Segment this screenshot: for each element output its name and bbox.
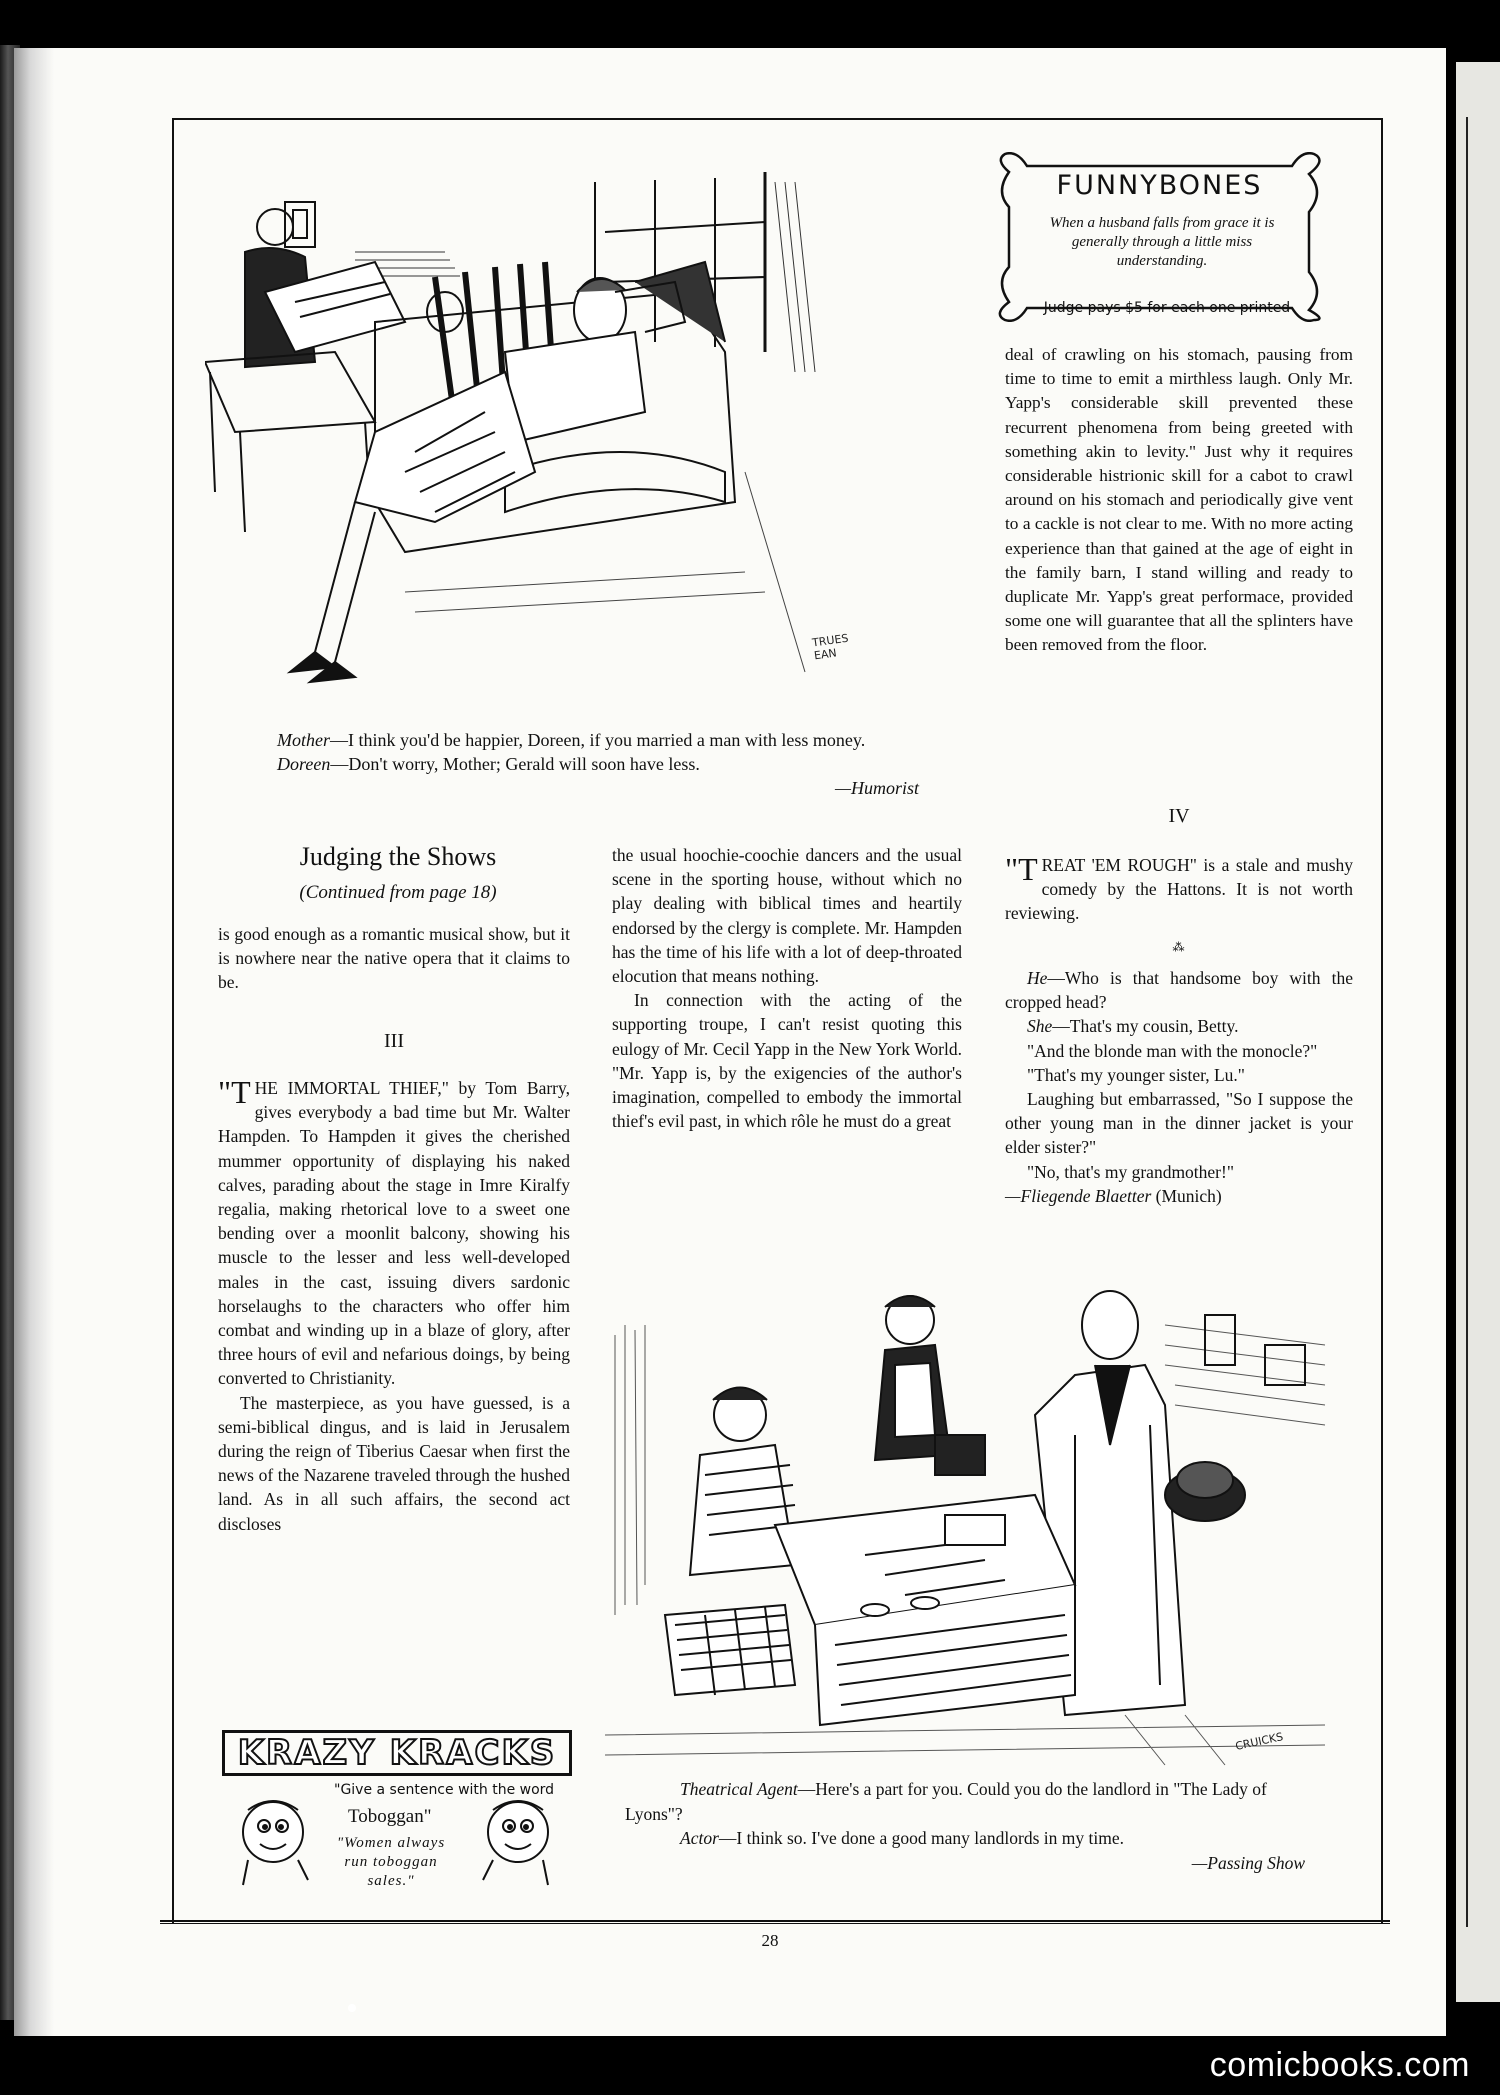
joke-line-he [1005, 966, 1353, 1014]
bottom-cartoon-illustration [605, 1285, 1335, 1785]
joke-speaker-she: She [1027, 1016, 1053, 1037]
bottom-cartoon-credit: —Passing Show [1191, 1852, 1305, 1873]
funnybones-joke: When a husband falls from grace it is generally through a little miss understanding. [1049, 215, 1275, 269]
section-iv-text: " is a stale and mushy comedy by the Hattons. It is not worth reviewing. [1005, 855, 1354, 924]
joke-speaker-he: He [1027, 968, 1048, 988]
krazy-kracks-box [218, 1720, 578, 1890]
scan-dot [348, 2004, 356, 2012]
funnybones-pay-note: Judge pays $5 for each one printed [1043, 300, 1291, 316]
section-iii-dropcap-quote: " [218, 1074, 232, 1110]
section-iii-dropcap-letter: T [231, 1074, 251, 1110]
adjacent-page [1456, 62, 1500, 2002]
top-cartoon-credit: —Humorist [834, 778, 919, 798]
funnybones-title: FUNNYBONES [1056, 170, 1263, 201]
section-separator: ⁂ [1172, 940, 1186, 954]
bottom-cartoon-caption [625, 1777, 1315, 1875]
section-iv-numeral: IV [1168, 805, 1190, 827]
section-iv-dropcap: "T [1005, 851, 1038, 887]
section-iii-para1 [218, 1076, 570, 1391]
caption-speaker-mother: Mother [277, 730, 330, 750]
adjacent-page-frame-line [1466, 117, 1468, 1927]
section-iii-play-title: HE IMMORTAL THIEF, [254, 1078, 442, 1098]
caption-text-agent: —Here's a part for you. Could you do the landlord in "The Lady of Lyons"? [625, 1779, 1267, 1824]
caption-text-mother: —I think you'd be happier, Doreen, if you married a man with less money. [330, 730, 866, 750]
footer-rule [160, 1920, 1390, 1924]
section-iii-dropcap [218, 1074, 251, 1110]
joke-line-4: "That's my younger sister, Lu." [1027, 1064, 1245, 1085]
col2-para1: the usual hoochie-coochie dancers and the usual scene in the sporting house, without which no play dealing with biblical times and heartily endorsed by the clergy is complete. Mr. Hampden has the time of his life with a lot of deep-throated elocution that means nothing. [612, 845, 962, 987]
joke-text-she: —That's my cousin, Betty. [1052, 1016, 1239, 1037]
binding-shadow [14, 48, 54, 2036]
article-continued-note: (Continued from page 18) [299, 882, 497, 903]
joke-credit-source: —Fliegende Blaetter [1005, 1185, 1152, 1206]
krazy-kracks-word: Toboggan" [348, 1806, 432, 1827]
joke-text-he: —Who is that handsome boy with the cropped head? [1005, 968, 1353, 1013]
page-number: 28 [761, 1931, 779, 1950]
top-cartoon-illustration [205, 172, 965, 712]
watermark: comicbooks.com [1209, 2046, 1470, 2084]
joke-credit-place: (Munich) [1155, 1185, 1222, 1206]
article-column-2 [612, 843, 962, 1133]
caption-line-agent [625, 1777, 1315, 1826]
krazy-kracks-answer: "Women always run toboggan sales." [336, 1835, 446, 1889]
funnybones-box [987, 152, 1332, 322]
caption-text-actor: —I think so. I've done a good many landlords in my time. [718, 1828, 1124, 1848]
article-intro: is good enough as a romantic musical show, but it is nowhere near the native opera that it claims to be. [218, 924, 570, 993]
section-iii-review [218, 1076, 570, 1536]
caption-line-mother [225, 728, 925, 752]
col2-para2: In connection with the acting of the supporting troupe, I can't resist quoting this eulogy of Mr. Cecil Yapp in the New York World. "Mr. Yapp is, by the exigencies of the author's imagination, compelled to embody the immortal thief's evil past, in which rôle he must do a great [612, 990, 962, 1132]
caption-text-doreen: —Don't worry, Mother; Gerald will soon have less. [330, 754, 700, 774]
joke-line-5: Laughing but embarrassed, "So I suppose the other young man in the dinner jacket is your elder sister?" [1005, 1089, 1353, 1158]
article-title: Judging the Shows [299, 842, 497, 871]
artist-signature: TRUES EAN [811, 631, 850, 663]
caption-speaker-doreen: Doreen [277, 754, 331, 774]
bottom-artist-signature: CRUICKS [1234, 1730, 1285, 1753]
section-iii-para1-text: " by Tom Barry, gives everybody a bad time but Mr. Walter Hampden. To Hampden it gives the cherished mummer opportunity of displaying his naked calves, parading about the stage in Imre Kiralfy regalia, making rhetorical love to a sweet one bending over a moonlit balcony, showing his muscle to the lesser and less well-developed males in the cast, issuing divers sardonic horselaughs to the characters who offer him combat and winding up in a blaze of glory, after three hours of evil and nefarious doings, by being converted to Christianity. [218, 1078, 570, 1389]
joke-line-6: "No, that's my grandmother!" [1027, 1161, 1234, 1182]
section-iv-play-title: REAT 'EM ROUGH [1041, 855, 1190, 875]
review-continued-text: deal of crawling on his stomach, pausing from time to time to emit a mirthless laugh. Only Mr. Yapp's considerable skill prevented these recurrent phenomena from being greeted with something akin to levity." Just why it requires considerable histrionic skill for a cabot to crawl around on his stomach and periodically give vent to a cackle is not clear to me. With no more acting experience than that gained at the age of eight in the family barn, I stand willing and ready to duplicate Mr. Yapp's great performace, provided some one will guarantee that all the splinters have been removed from the floor. [1005, 345, 1353, 655]
section-iii-para2: The masterpiece, as you have guessed, is a semi-biblical dingus, and is laid in Jerusalem during the reign of Tiberius Caesar when first the news of the Nazarene traveled through the hushed land. As in all such affairs, the second act discloses [218, 1392, 570, 1534]
krazy-kracks-title: KRAZY KRACKS [222, 1730, 572, 1776]
krazy-kracks-prompt: "Give a sentence with the word [334, 1782, 555, 1798]
joke-credit [1005, 1184, 1353, 1208]
caption-line-actor [625, 1826, 1315, 1851]
he-she-joke [1005, 966, 1353, 1208]
caption-speaker-agent: Theatrical Agent [680, 1779, 798, 1799]
section-iii-numeral: III [384, 1030, 404, 1052]
caption-speaker-actor: Actor [680, 1828, 719, 1848]
section-iv-review [1005, 853, 1353, 926]
top-cartoon-caption [225, 728, 925, 800]
joke-line-3: "And the blonde man with the monocle?" [1027, 1040, 1318, 1061]
joke-line-she [1005, 1014, 1353, 1038]
caption-line-doreen [225, 752, 925, 776]
section-iv-dropcap-letter: T [1018, 851, 1038, 887]
